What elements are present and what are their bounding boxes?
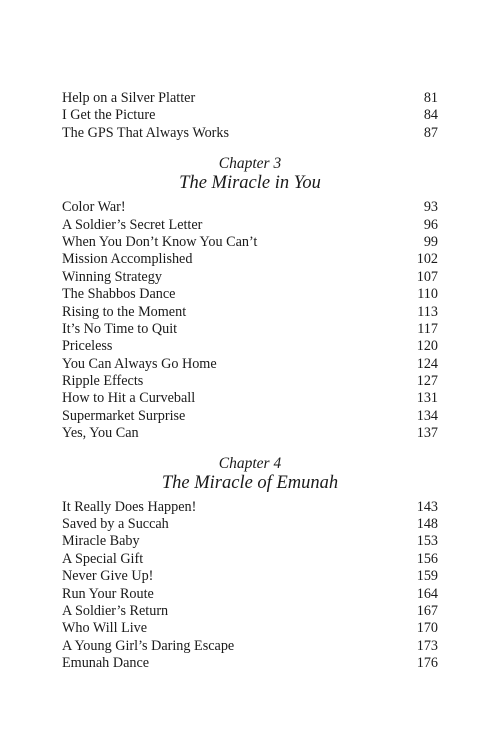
toc-entry[interactable]: [62, 90, 438, 107]
entry-title: It’s No Time to Quit: [62, 320, 178, 337]
toc-entry[interactable]: [62, 321, 438, 338]
entry-page-number: 93: [423, 199, 438, 216]
entry-title: I Get the Picture: [62, 107, 156, 124]
toc-entry[interactable]: [62, 533, 438, 550]
entry-page-number: 143: [416, 498, 438, 515]
toc-entry[interactable]: [62, 373, 438, 390]
toc-entry[interactable]: [62, 217, 438, 234]
toc-entry[interactable]: [62, 356, 438, 373]
toc-entry[interactable]: [62, 620, 438, 637]
entry-title: Color War!: [62, 199, 126, 216]
toc-entry[interactable]: [62, 516, 438, 533]
entry-title: It Really Does Happen!: [62, 498, 197, 515]
entry-page-number: 148: [416, 516, 438, 533]
toc-entry[interactable]: [62, 638, 438, 655]
entry-title: Supermarket Surprise: [62, 407, 186, 424]
entry-page-number: 113: [417, 303, 438, 320]
entry-page-number: 120: [416, 338, 438, 355]
toc-entry[interactable]: [62, 425, 438, 442]
chapter-title: The Miracle in You: [179, 173, 321, 194]
toc-entry[interactable]: [62, 199, 438, 216]
entry-title: When You Don’t Know You Can’t: [62, 233, 258, 250]
toc-entry[interactable]: [62, 499, 438, 516]
entry-page-number: 102: [416, 251, 438, 268]
entry-title: A Soldier’s Secret Letter: [62, 216, 203, 233]
entry-page-number: 153: [416, 533, 438, 550]
entry-page-number: 124: [416, 355, 438, 372]
toc-entry[interactable]: [62, 107, 438, 124]
entry-title: Winning Strategy: [62, 268, 162, 285]
entry-page-number: 87: [423, 124, 438, 141]
entry-title: Miracle Baby: [62, 533, 140, 550]
entry-title: A Special Gift: [62, 550, 144, 567]
entry-page-number: 137: [416, 425, 438, 442]
entry-page-number: 173: [416, 637, 438, 654]
prior-entries-list: [62, 90, 438, 142]
chapter-heading: [62, 455, 438, 494]
toc-entry[interactable]: [62, 603, 438, 620]
toc-entry[interactable]: [62, 390, 438, 407]
entry-page-number: 156: [416, 550, 438, 567]
entry-title: Rising to the Moment: [62, 303, 187, 320]
toc-entry[interactable]: [62, 269, 438, 286]
entry-title: Who Will Live: [62, 620, 148, 637]
toc-entry[interactable]: [62, 408, 438, 425]
entry-title: The GPS That Always Works: [62, 124, 230, 141]
entry-page-number: 99: [423, 233, 438, 250]
toc-entry[interactable]: [62, 655, 438, 672]
entry-page-number: 131: [416, 390, 438, 407]
entry-page-number: 176: [416, 655, 438, 672]
entry-page-number: 84: [423, 107, 438, 124]
entry-title: Priceless: [62, 338, 113, 355]
toc-entry[interactable]: [62, 234, 438, 251]
toc-entry[interactable]: [62, 568, 438, 585]
entry-title: You Can Always Go Home: [62, 355, 217, 372]
chapter-title: The Miracle of Emunah: [161, 472, 339, 493]
toc-entry[interactable]: [62, 551, 438, 568]
entry-page-number: 110: [417, 286, 438, 303]
entry-page-number: 164: [416, 585, 438, 602]
entry-page-number: 167: [416, 602, 438, 619]
toc-entry[interactable]: [62, 125, 438, 142]
entry-page-number: 134: [416, 407, 438, 424]
entry-page-number: 96: [423, 216, 438, 233]
entry-title: Never Give Up!: [62, 568, 154, 585]
entry-title: Mission Accomplished: [62, 251, 193, 268]
entry-title: How to Hit a Curveball: [62, 390, 196, 407]
entry-title: Ripple Effects: [62, 373, 144, 390]
entry-title: A Soldier’s Return: [62, 602, 169, 619]
entry-title: Saved by a Succah: [62, 516, 169, 533]
toc-entry[interactable]: [62, 251, 438, 268]
entry-page-number: 117: [417, 320, 438, 337]
entry-page-number: 159: [416, 568, 438, 585]
entry-page-number: 127: [416, 373, 438, 390]
entry-title: A Young Girl’s Daring Escape: [62, 637, 235, 654]
chapter-3-entries: [62, 199, 438, 442]
entry-page-number: 170: [416, 620, 438, 637]
entry-page-number: 107: [416, 268, 438, 285]
entry-title: Run Your Route: [62, 585, 154, 602]
toc-entry[interactable]: [62, 286, 438, 303]
entry-title: Help on a Silver Platter: [62, 90, 196, 106]
entry-title: Yes, You Can: [62, 425, 139, 442]
entry-title: Emunah Dance: [62, 655, 150, 672]
toc-entry[interactable]: [62, 338, 438, 355]
table-of-contents: [62, 90, 438, 673]
entry-page-number: 81: [423, 90, 438, 106]
entry-title: The Shabbos Dance: [62, 286, 176, 303]
toc-entry[interactable]: [62, 586, 438, 603]
chapter-number: Chapter 3: [218, 155, 282, 173]
chapter-4-entries: [62, 499, 438, 673]
chapter-heading: [62, 155, 438, 194]
chapter-number: Chapter 4: [218, 454, 282, 472]
toc-entry[interactable]: [62, 304, 438, 321]
